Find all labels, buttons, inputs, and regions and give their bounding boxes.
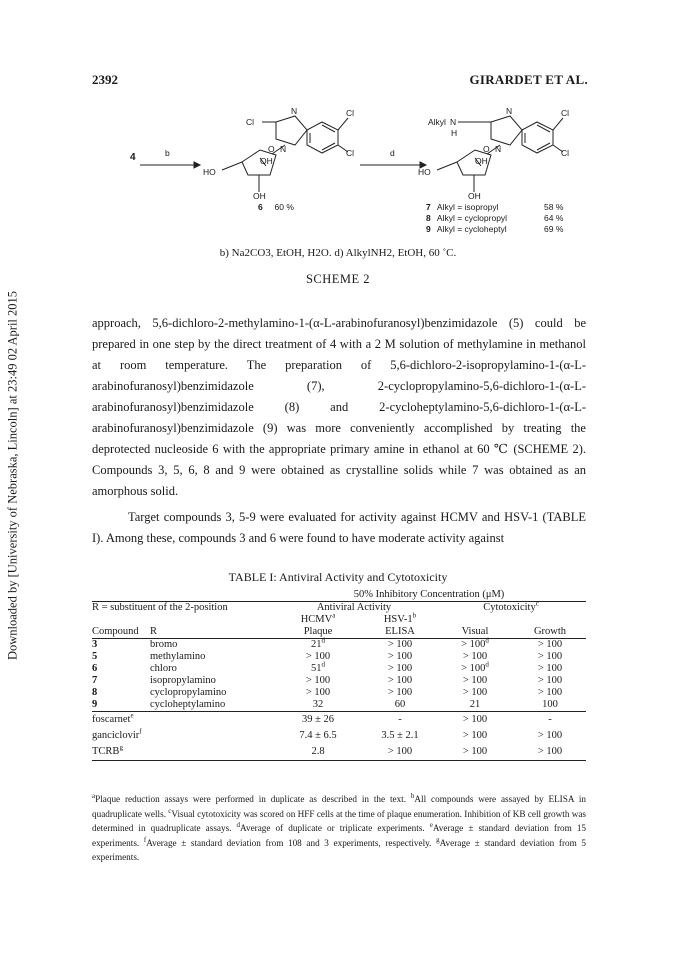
table-header-row: [92, 614, 586, 626]
atom-n-label: N: [450, 117, 457, 127]
visual-value: [436, 699, 514, 712]
visual-value-value: > 100: [462, 730, 488, 741]
elisa-value-value: > 100: [387, 639, 413, 650]
table-row: [92, 651, 586, 663]
table-column-header-row: [92, 626, 586, 639]
growth-value: [514, 744, 586, 761]
substituent: [150, 663, 272, 675]
visual-value: [436, 660, 514, 675]
growth-value: [514, 663, 586, 675]
table-header-row: [92, 602, 586, 615]
compound-number: [92, 663, 150, 675]
intermediate-yield: 60 %: [274, 202, 294, 212]
footnote-mark: g: [119, 743, 123, 752]
body-text: [92, 313, 586, 549]
intermediate-6-label: [258, 202, 294, 212]
plaque-value-value: > 100: [305, 687, 331, 698]
atom-cl-label: Cl: [346, 148, 355, 158]
atom-h-label: H: [451, 128, 458, 138]
table-row: [92, 687, 586, 699]
col-visual-header: Visual: [436, 626, 514, 639]
product-yield: 58 %: [544, 202, 564, 212]
product-label: Alkyl = cyclopropyl: [436, 213, 508, 223]
substituent-value: methylamino: [150, 651, 206, 662]
hsv-header-text: HSV-1: [383, 614, 413, 625]
atom-o-label: O: [483, 144, 490, 154]
control-rows: [92, 712, 586, 761]
substituent: [150, 687, 272, 699]
substituent-value: isopropylamino: [150, 675, 216, 686]
plaque-value-value: 21: [311, 639, 322, 650]
table-row: [92, 663, 586, 675]
group-ho-label: HO: [418, 167, 431, 177]
footnote-mark: a: [332, 611, 336, 620]
col-r-header: R: [150, 626, 272, 639]
plaque-value: [272, 675, 364, 687]
plaque-value-value: 39 ± 26: [301, 714, 334, 725]
growth-value-value: > 100: [537, 651, 563, 662]
elisa-value-value: -: [398, 714, 402, 725]
growth-value: [514, 699, 586, 712]
col-plaque-header: Plaque: [272, 626, 364, 639]
plaque-value-value: > 100: [305, 675, 331, 686]
product-label: Alkyl = cycloheptyl: [436, 224, 507, 234]
atom-n-label: N: [291, 106, 298, 116]
scheme-2-figure: [110, 100, 580, 265]
span-header: 50% Inhibitory Concentration (μM): [272, 587, 586, 602]
product-row: [426, 213, 564, 224]
growth-value-value: 100: [542, 699, 558, 710]
visual-value-value: > 100: [461, 639, 486, 650]
growth-value-value: > 100: [537, 687, 563, 698]
elisa-value: [364, 687, 436, 699]
visual-value: [436, 712, 514, 729]
footnote-mark: d: [485, 660, 489, 669]
step-b-label: b: [165, 148, 170, 158]
footnote-mark: b: [412, 611, 417, 620]
product-label: Alkyl = isopropyl: [436, 202, 499, 212]
compound-number: [92, 687, 150, 699]
footnote-f: Average ± standard deviation from 108 and 3 experiments, respectively.: [146, 837, 432, 848]
product-number: 8: [426, 213, 431, 223]
compound-number: [92, 675, 150, 687]
paragraph-2: Target compounds 3, 5-9 were evaluated for activity against HCMV and HSV-1 (TABLE I). Among these, compounds 3 and 6 were found to have moderate activity against: [92, 510, 586, 545]
footnote-g: Average ± standard deviation from 5 experiments.: [92, 837, 586, 862]
substituent: [150, 639, 272, 652]
compound-number-value: 9: [92, 699, 98, 710]
compound-number-value: 8: [92, 687, 98, 698]
growth-value-value: > 100: [537, 639, 563, 650]
growth-value: [514, 675, 586, 687]
product-row: [426, 202, 564, 213]
plaque-value: [272, 687, 364, 699]
col-compound-header: Compound: [92, 626, 150, 639]
scheme-structures: [110, 100, 580, 240]
atom-n-label: N: [495, 144, 502, 154]
table-footnotes: [92, 792, 586, 865]
plaque-value: [272, 712, 364, 729]
growth-value-value: > 100: [537, 675, 563, 686]
elisa-value: [364, 699, 436, 712]
compound-number: [92, 639, 150, 652]
atom-n-label: N: [506, 106, 513, 116]
plaque-value-value: 51: [311, 663, 322, 674]
alkyl-label: Alkyl: [428, 117, 446, 127]
footnote-a: Plaque reduction assays were performed in duplicate as described in the text.: [95, 794, 407, 804]
product-yield-list: [426, 202, 564, 235]
antiviral-table: [92, 587, 586, 761]
visual-value-value: > 100: [462, 675, 488, 686]
elisa-value: [364, 651, 436, 663]
table-row: [92, 699, 586, 712]
group-ho-label: HO: [203, 167, 216, 177]
control-row: [92, 712, 586, 729]
plaque-value: [272, 651, 364, 663]
elisa-value-value: > 100: [387, 746, 413, 757]
compound-number: [92, 651, 150, 663]
growth-value: [514, 712, 586, 729]
plaque-value-value: 7.4 ± 6.5: [299, 730, 337, 741]
plaque-value-value: 32: [312, 699, 324, 710]
substituent-value: cycloheptylamino: [150, 699, 226, 710]
footnote-c: Visual cytotoxicity was scored on HFF cells at the time of plaque enumeration. Inhibition of KB cell growth was determined in quadruplicate assays.: [92, 808, 586, 833]
elisa-value: [364, 712, 436, 729]
footnote-mark: g: [436, 835, 440, 844]
elisa-value-value: > 100: [387, 663, 413, 674]
plaque-value: [272, 636, 364, 652]
compound-number-value: 3: [92, 639, 98, 650]
table-title: TABLE I: Antiviral Activity and Cytotoxicity: [228, 570, 448, 584]
growth-value: [514, 687, 586, 699]
footnote-e: Average ± standard deviation from 15 experiments.: [92, 823, 587, 848]
elisa-value-value: > 100: [387, 687, 413, 698]
footnote-mark: e: [130, 711, 134, 720]
growth-value-value: -: [548, 714, 552, 725]
control-name-value: ganciclovir: [92, 730, 140, 741]
start-compound-label: 4: [130, 152, 136, 163]
visual-value: [436, 728, 514, 744]
compound-number-value: 7: [92, 675, 98, 686]
growth-value-value: > 100: [537, 663, 563, 674]
atom-cl-label: Cl: [346, 108, 355, 118]
growth-value: [514, 639, 586, 652]
visual-value: [436, 651, 514, 663]
r-caption: R = substituent of the 2-position: [92, 602, 272, 615]
substituent: [150, 651, 272, 663]
substituent: [150, 675, 272, 687]
footnote-mark: a: [92, 791, 96, 800]
visual-value-value: > 100: [462, 746, 488, 757]
atom-cl-label: Cl: [561, 108, 570, 118]
control-row: [92, 744, 586, 761]
scheme-title: SCHEME 2: [305, 272, 371, 286]
footnote-mark: f: [139, 727, 142, 736]
elisa-value-value: 60: [394, 699, 406, 710]
table-row: [92, 639, 586, 652]
plaque-value: [272, 728, 364, 744]
visual-value-value: 21: [469, 699, 481, 710]
product-number: 9: [426, 224, 431, 234]
product-number: 7: [426, 202, 431, 212]
footnote-mark: d: [321, 636, 325, 645]
footnote-mark: c: [168, 806, 172, 815]
footnote-mark: e: [429, 820, 433, 829]
elisa-value-value: > 100: [387, 675, 413, 686]
elisa-value-value: > 100: [387, 651, 413, 662]
product-yield: 64 %: [544, 213, 564, 223]
control-name-value: foscarnet: [92, 714, 131, 725]
visual-value-value: > 100: [461, 663, 486, 674]
footnote-mark: d: [485, 636, 489, 645]
visual-value: [436, 636, 514, 652]
control-row: [92, 728, 586, 744]
atom-n-label: N: [280, 144, 287, 154]
download-note: Downloaded by [University of Nebraska, Lincoln] at 23:49 02 April 2015: [5, 290, 20, 661]
plaque-value: [272, 660, 364, 675]
visual-value-value: > 100: [462, 687, 488, 698]
scheme-conditions: b) Na2CO3, EtOH, H2O. d) AlkylNH2, EtOH, 60 ˚C.: [219, 247, 457, 259]
growth-value: [514, 651, 586, 663]
elisa-value: [364, 639, 436, 652]
group-oh-label: OH: [468, 191, 481, 201]
antiviral-header: Antiviral Activity: [272, 602, 436, 615]
compound-number: [92, 699, 150, 712]
group-oh-label: OH: [475, 156, 488, 166]
running-head: GIRARDET ET AL.: [469, 72, 588, 87]
hsv-header: [364, 611, 436, 626]
table-header-row: [92, 587, 586, 602]
product-yield: 69 %: [544, 224, 564, 234]
compound-rows: [92, 636, 586, 712]
group-oh-label: OH: [260, 156, 273, 166]
elisa-value: [364, 675, 436, 687]
group-oh-label: OH: [253, 191, 266, 201]
control-name: [92, 744, 272, 761]
col-elisa-header: ELISA: [364, 626, 436, 639]
substituent: [150, 699, 272, 712]
footnote-mark: d: [321, 660, 325, 669]
hcmv-header: [272, 611, 364, 626]
substituent-value: cyclopropylamino: [150, 687, 227, 698]
plaque-value: [272, 699, 364, 712]
plaque-value: [272, 744, 364, 761]
intermediate-number: 6: [258, 202, 263, 212]
atom-cl-label: Cl: [246, 117, 255, 127]
substituent-value: bromo: [150, 639, 178, 650]
footnote-d: Average of duplicate or triplicate experiments.: [240, 823, 425, 833]
visual-value: [436, 744, 514, 761]
footnote-mark: f: [143, 835, 147, 844]
hcmv-header-text: HCMV: [300, 614, 333, 625]
product-row: [426, 224, 564, 235]
col-growth-header: Growth: [514, 626, 586, 639]
page-number: 2392: [92, 72, 118, 87]
atom-o-label: O: [268, 144, 275, 154]
control-name-value: TCRB: [92, 746, 120, 757]
compound-number-value: 6: [92, 663, 98, 674]
compound-number-value: 5: [92, 651, 98, 662]
atom-cl-label: Cl: [561, 148, 570, 158]
cytotox-header: [436, 599, 586, 615]
footnote-b: All compounds were assayed by ELISA in quadruplicate wells.: [92, 794, 586, 819]
substituent-value: chloro: [150, 663, 177, 674]
control-name: [92, 712, 272, 729]
footnote-mark: b: [410, 791, 415, 800]
plaque-value-value: 2.8: [311, 746, 325, 757]
growth-value: [514, 728, 586, 744]
elisa-value-value: 3.5 ± 2.1: [381, 730, 419, 741]
visual-value: [436, 687, 514, 699]
cytotox-header-text: Cytotoxicity: [483, 602, 536, 613]
growth-value-value: > 100: [537, 746, 563, 757]
plaque-value-value: > 100: [305, 651, 331, 662]
footnote-mark: c: [535, 599, 539, 608]
elisa-value: [364, 744, 436, 761]
step-d-label: d: [390, 148, 395, 158]
paragraph-1: approach, 5,6-dichloro-2-methylamino-1-(α-L-arabinofuranosyl)benzimidazole (5) could be prepared in one step by the direct treatment of 4 with a 2 M solution of methylamine in methanol at room temperature. The preparation of 5,6-dichloro-2-isopropylamino-1-(α-L-arabinofuranosyl)benzimidazole (7), 2-cyclopropylamino-5,6-dichloro-1-(α-L-arabinofuranosyl)benzimidazole (8) and 2-cycloheptylamino-5,6-dichloro-1-(α-L-arabinofuranosyl)benzimidazole (9) was more conveniently accomplished by treating the deprotected nucleoside 6 with the appropriate primary amine in ethanol at 60 ℃ (SCHEME 2). Compounds 3, 5, 6, 8 and 9 were obtained as crystalline solids while 7 was obtained as an amorphous solid.: [92, 316, 586, 498]
footnote-mark: d: [236, 820, 241, 829]
visual-value: [436, 675, 514, 687]
elisa-value: [364, 663, 436, 675]
elisa-value: [364, 728, 436, 744]
download-sidebar: [0, 0, 24, 961]
control-name: [92, 728, 272, 744]
growth-value-value: > 100: [537, 730, 563, 741]
table-row: [92, 675, 586, 687]
visual-value-value: > 100: [462, 651, 488, 662]
visual-value-value: > 100: [462, 714, 488, 725]
